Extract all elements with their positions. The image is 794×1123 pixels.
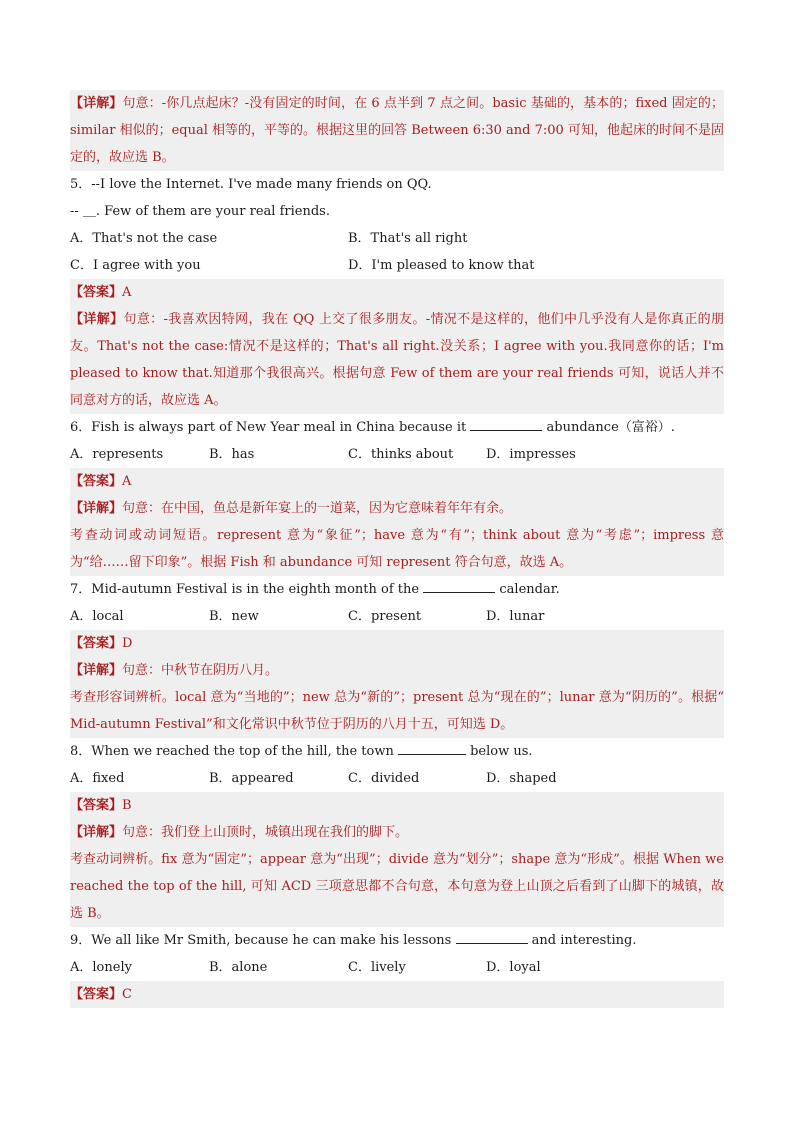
q9-option-c: C．lively [348, 960, 406, 975]
q5-analysis-text: 句意：-我喜欢因特网，我在 QQ 上交了很多朋友。-情况不是这样的，他们中几乎没有人是你真正的朋友。That's not the case:情况不是这样的；That's all right.没关系；I agree with you.我同意你的话；I'm pleased to know that.知道那个我很高兴。根据句意 Few of them are your real friends 可知，说话人并不同意对方的话，故应选 A。 [70, 312, 724, 408]
q5-stem-line1: 5．--I love the Internet. I've made many friends on QQ. [70, 177, 432, 192]
q5-option-c: C．I agree with you [70, 258, 201, 273]
analysis-label: 【详解】 [70, 96, 123, 111]
q8-stem-before: 8．When we reached the top of the hill, the town [70, 744, 394, 759]
analysis-label: 【详解】 [70, 312, 124, 327]
q4-analysis-text: 句意：-你几点起床？-没有固定的时间，在 6 点半到 7 点之间。basic 基础的，基本的；fixed 固定的；similar 相似的；equal 相等的，平等的。根据这里的回答 Between 6:30 and 7:00 可知，他起床的时间不是固定的，故应选 B。 [70, 96, 724, 165]
q8-option-c: C．divided [348, 771, 420, 786]
q8-option-d: D．shaped [486, 771, 557, 786]
q4-analysis-block [70, 90, 724, 171]
q9-option-a: A．lonely [70, 960, 132, 975]
q6-option-a: A．represents [70, 447, 164, 462]
q8-answer-blank [398, 739, 466, 755]
q5-answer: A [122, 285, 132, 300]
q6-stem-before: 6．Fish is always part of New Year meal in China because it [70, 420, 467, 435]
q8-answer: B [122, 798, 132, 813]
q6-stem-after: abundance（富裕）. [546, 420, 675, 435]
q9-options [70, 954, 724, 981]
q6-analysis-text2: 考查动词或动词短语。represent 意为“象征”；have 意为“有”；think about 意为“考虑”；impress 意为“给……留下印象”。根据 Fish 和 abundance 可知 represent 符合句意，故选 A。 [70, 522, 724, 576]
q7-analysis-text2: 考查形容词辨析。local 意为“当地的”；new 总为“新的”；present 总为“现在的”；lunar 意为“阴历的”。根据“ Mid-autumn Festival”和文化常识中秋节位于阴历的八月十五，可知选 D。 [70, 684, 724, 738]
answer-label: 【答案】 [70, 798, 123, 813]
q8-analysis-text1: 句意：我们登上山顶时，城镇出现在我们的脚下。 [122, 825, 409, 840]
q8-answer-line [70, 792, 724, 819]
q7-analysis-line1 [70, 657, 724, 684]
analysis-label: 【详解】 [70, 501, 123, 516]
answer-label: 【答案】 [70, 474, 123, 489]
q9-stem [70, 927, 724, 954]
q7-stem-before: 7．Mid-autumn Festival is in the eighth month of the [70, 582, 420, 597]
q7-answer-blank [423, 577, 495, 593]
q9-answer-blank [456, 928, 528, 944]
q5-option-a: A．That's not the case [70, 231, 218, 246]
answer-label: 【答案】 [70, 636, 123, 651]
q6-answer: A [122, 474, 132, 489]
q7-answer-line [70, 630, 724, 657]
q7-option-b: B．new [209, 609, 259, 624]
q7-option-a: A．local [70, 609, 124, 624]
q7-options [70, 603, 724, 630]
q9-answer: C [122, 987, 132, 1002]
q8-analysis-line1 [70, 819, 724, 846]
q8-option-b: B．appeared [209, 771, 294, 786]
q6-option-d: D．impresses [486, 447, 576, 462]
q7-answer: D [122, 636, 133, 651]
q5-options-row1 [70, 225, 724, 252]
q6-analysis-line1 [70, 495, 724, 522]
answer-label: 【答案】 [70, 285, 123, 300]
q7-stem-after: calendar. [499, 582, 560, 597]
q5-stem-line2: -- ＿. Few of them are your real friends. [70, 204, 330, 219]
q9-option-b: B．alone [209, 960, 268, 975]
q7-option-d: D．lunar [486, 609, 545, 624]
q9-answer-line [70, 981, 724, 1008]
q6-options [70, 441, 724, 468]
q8-options [70, 765, 724, 792]
q8-analysis-text2: 考查动词辨析。fix 意为“固定”；appear 意为“出现”；divide 意为“划分”；shape 意为“形成”。根据 When we reached the top of the hill, 可知 ACD 三项意思都不合句意，本句意为登上山顶之后看到了山脚下的城镇，故选 B。 [70, 846, 724, 927]
q5-analysis-block [70, 306, 724, 414]
content [70, 90, 724, 1008]
q5-answer-line [70, 279, 724, 306]
q8-stem [70, 738, 724, 765]
q8-stem-after: below us. [470, 744, 533, 759]
answer-label: 【答案】 [70, 987, 123, 1002]
analysis-label: 【详解】 [70, 825, 123, 840]
analysis-label: 【详解】 [70, 663, 123, 678]
q9-option-d: D．loyal [486, 960, 541, 975]
q5-options-row2 [70, 252, 724, 279]
q9-stem-before: 9．We all like Mr Smith, because he can make his lessons [70, 933, 452, 948]
q6-option-b: B．has [209, 447, 255, 462]
q5-option-b: B．That's all right [348, 231, 468, 246]
q6-stem [70, 414, 724, 441]
q8-option-a: A．fixed [70, 771, 125, 786]
q5-option-d: D．I'm pleased to know that [348, 258, 535, 273]
q6-answer-blank [470, 415, 542, 431]
q9-stem-after: and interesting. [531, 933, 637, 948]
q6-option-c: C．thinks about [348, 447, 454, 462]
q7-analysis-text1: 句意：中秋节在阴历八月。 [122, 663, 279, 678]
q6-answer-line [70, 468, 724, 495]
q7-option-c: C．present [348, 609, 422, 624]
q6-analysis-text1: 句意：在中国，鱼总是新年宴上的一道菜，因为它意味着年年有余。 [122, 501, 513, 516]
q7-stem [70, 576, 724, 603]
